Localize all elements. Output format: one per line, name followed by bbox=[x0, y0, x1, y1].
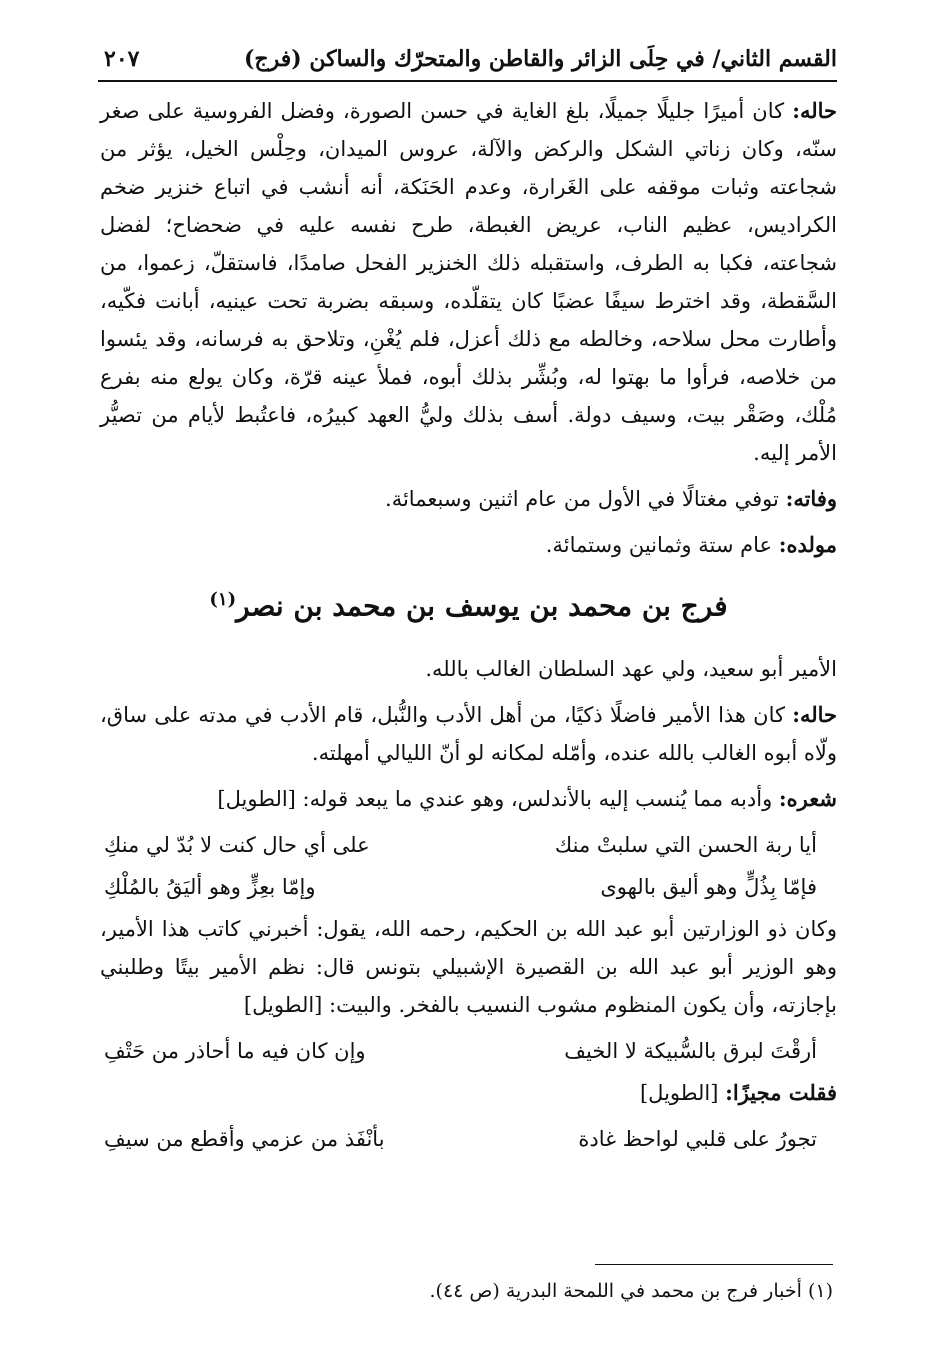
wafatuh-label: وفاته: bbox=[785, 486, 837, 511]
running-title: القسم الثاني/ في حِلَى الزائر والقاطن والمتحرّك والساكن (فرج) bbox=[243, 46, 837, 72]
shiruh-text: وأدبه مما يُنسب إليه بالأندلس، وهو عندي ما يبعد قوله: [الطويل] bbox=[217, 787, 773, 812]
verse-line bbox=[100, 868, 837, 906]
reply-meter: [الطويل] bbox=[639, 1081, 719, 1106]
biography-title: فرج بن محمد بن يوسف بن محمد بن نصر bbox=[236, 589, 728, 623]
verse-line bbox=[100, 826, 837, 864]
mawliduh-label: مولده: bbox=[778, 532, 837, 557]
footnote-divider bbox=[595, 1264, 833, 1265]
verse-first-hemistich: أيا ربة الحسن التي سلبتْ منك bbox=[554, 833, 817, 858]
wafatuh-text: توفي مغتالًا في الأول من عام اثنين وسبعمائة. bbox=[385, 487, 779, 511]
mawliduh-paragraph bbox=[100, 526, 837, 564]
verse-first-hemistich: أرقْتَ لبرق بالسُّبيكة لا الخيف bbox=[564, 1039, 817, 1064]
shiruh-paragraph bbox=[100, 780, 837, 818]
verse-line bbox=[100, 1032, 837, 1070]
wafatuh-paragraph bbox=[100, 480, 837, 518]
mawliduh-text: عام ستة وثمانين وستمائة. bbox=[545, 533, 773, 557]
verse-second-hemistich: على أي حال كنت لا بُدّ لي منكِ bbox=[104, 833, 370, 858]
haluh-paragraph bbox=[100, 92, 837, 472]
footnote: (١) أخبار فرج بن محمد في اللمحة البدرية (ص ٤٤). bbox=[429, 1280, 833, 1302]
verse-second-hemistich: وإن كان فيه ما أحاذر من حَتْفِ bbox=[104, 1039, 366, 1064]
intro-paragraph bbox=[100, 650, 837, 688]
reply-label: فقلت مجيزًا: bbox=[725, 1080, 837, 1106]
narrative-paragraph bbox=[100, 910, 837, 1024]
intro-text: الأمير أبو سعيد، ولي عهد السلطان الغالب بالله. bbox=[425, 657, 837, 682]
verse-first-hemistich: تجورُ على قلبي لواحظ غادة bbox=[578, 1127, 817, 1152]
narrative-text: وكان ذو الوزارتين أبو عبد الله بن الحكيم، رحمه الله، يقول: أخبرني كاتب هذا الأمير، وهو الوزير أبو عبد الله بن القصيرة الإشبيلي بتونس قال: نظم الأمير بيتًا وطلبني بإجازته، وأن يكون المنظوم مشوب النسيب بالفخر. والبيت: [الطويل] bbox=[100, 917, 837, 1018]
reply-paragraph bbox=[100, 1074, 837, 1112]
verse-line bbox=[100, 1120, 837, 1158]
haluh2-text: كان هذا الأمير فاضلًا ذكيًا، من أهل الأدب والنُّبل، قام الأدب في مدته على ساق، ولّاه أبوه الغالب بالله عنده، وأمّله لمكانه لو أنّ الليالي أمهلته. bbox=[100, 703, 837, 766]
verse-first-hemistich: فإمّا بِذُلٍّ وهو أليق بالهوى bbox=[600, 875, 817, 900]
haluh-text: كان أميرًا جليلًا جميلًا، بلغ الغاية في حسن الصورة، وفضل الفروسية على صغر سنّه، وكان زناتي الشكل والركض والآلة، عروس الميدان، وحِلْس الخيل، يؤثر من شجاعته وثبات موقفه على الغَرارة، وعدم الحَنَكة، أنه أنشب في اتباع خنزير ضخم الكراديس، عظيم الناب، عريض الغبطة، طرح نفسه عليه في ضحضاح؛ لفضل شجاعته، فكبا به الطرف، واستقبله ذلك الخنزير الفحل صامدًا، فاستقلّ، زعموا، من السَّقطة، وقد اخترط سيفًا عضبًا كان يتقلّده، وسبقه بضربة تحت عينيه، أبانت فكّيه، وأطارت محل سلاحه، وخالطه مع ذلك أعزل، فلم يُغْنِ، وتلاحق به فرسانه، وقد يئسوا من خلاصه، فرأوا ما بهتوا له، وبُشِّر بذلك أبوه، فملأ عينه قرّة، وكان يولع منه بفرع مُلْك، وصَقْر بيت، وسيف دولة. أسف بذلك وليُّ العهد كبيرُه، فاعتُبط لأيام من تصيُّر الأمر إليه. bbox=[100, 99, 837, 465]
haluh-label: حاله: bbox=[792, 98, 837, 123]
page-body bbox=[100, 92, 837, 1162]
biography-heading bbox=[100, 576, 837, 630]
footnote-mark: (١) bbox=[209, 589, 237, 610]
page-number: ٢٠٧ bbox=[104, 46, 140, 72]
page-header bbox=[98, 40, 837, 82]
shiruh-label: شعره: bbox=[778, 786, 837, 812]
verse-second-hemistich: وإمّا بعِزٍّ وهو أليَقُ بالمُلْكِ bbox=[104, 875, 316, 900]
haluh2-paragraph bbox=[100, 696, 837, 772]
verse-second-hemistich: بأنْفَذ من عزمي وأقطع من سيفِ bbox=[104, 1127, 385, 1152]
haluh2-label: حاله: bbox=[792, 702, 837, 728]
